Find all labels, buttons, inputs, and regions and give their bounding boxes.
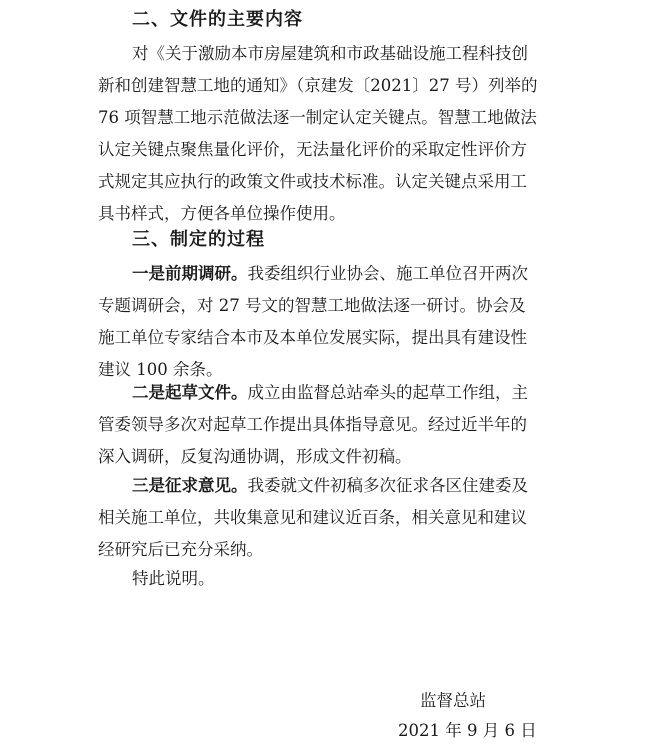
signature-org: 监督总站 xyxy=(420,691,486,710)
signature-date: 2021 年 9 月 6 日 xyxy=(398,721,537,740)
paragraph-line: 深入调研，反复沟通协调，形成文件初稿。 xyxy=(98,447,412,466)
consultation-text: 我委就文件初稿多次征求各区住建委及 xyxy=(247,476,528,495)
paragraph-line xyxy=(98,470,558,502)
consultation-paragraph xyxy=(98,470,558,566)
paragraph-line: 专题调研会，对 27 号文的智慧工地做法逐一研讨。协会及 xyxy=(98,296,526,315)
paragraph-line: 认定关键点聚焦量化评价，无法量化评价的采取定性评价方 xyxy=(98,140,527,159)
paragraph-line: 76 项智慧工地示范做法逐一制定认定关键点。智慧工地做法 xyxy=(98,108,537,127)
research-paragraph xyxy=(98,258,558,386)
paragraph-line: 建议 100 余条。 xyxy=(98,360,223,379)
drafting-paragraph xyxy=(98,377,558,473)
section-2-heading: 二、文件的主要内容 xyxy=(132,9,303,30)
consultation-lead: 三是征求意见。 xyxy=(132,476,248,495)
paragraph-line: 具书样式，方便各单位操作使用。 xyxy=(98,204,346,223)
research-text: 我委组织行业协会、施工单位召开两次 xyxy=(247,264,528,283)
section-3-heading: 三、制定的过程 xyxy=(132,229,265,250)
paragraph-line: 经研究后已充分采纳。 xyxy=(98,540,263,559)
closing-text: 特此说明。 xyxy=(132,569,215,588)
paragraph-line: 新和创建智慧工地的通知》（京建发〔2021〕27 号）列举的 xyxy=(98,76,538,95)
drafting-text: 成立由监督总站牵头的起草工作组，主 xyxy=(247,383,528,402)
paragraph-line: 管委领导多次对起草工作提出具体指导意见。经过近半年的 xyxy=(98,415,527,434)
drafting-lead: 二是起草文件。 xyxy=(132,383,248,402)
paragraph-line xyxy=(98,258,558,290)
paragraph-line: 相关施工单位，共收集意见和建议近百条，相关意见和建议 xyxy=(98,508,527,527)
section-2-paragraph xyxy=(98,38,558,230)
paragraph-line: 施工单位专家结合本市及本单位发展实际，提出具有建设性 xyxy=(98,328,527,347)
research-lead: 一是前期调研。 xyxy=(132,264,248,283)
closing-paragraph xyxy=(98,563,558,595)
paragraph-line: 对《关于激励本市房屋建筑和市政基础设施工程科技创 xyxy=(132,44,528,63)
paragraph-line xyxy=(98,377,558,409)
paragraph-line: 式规定其应执行的政策文件或技术标准。认定关键点采用工 xyxy=(98,172,527,191)
